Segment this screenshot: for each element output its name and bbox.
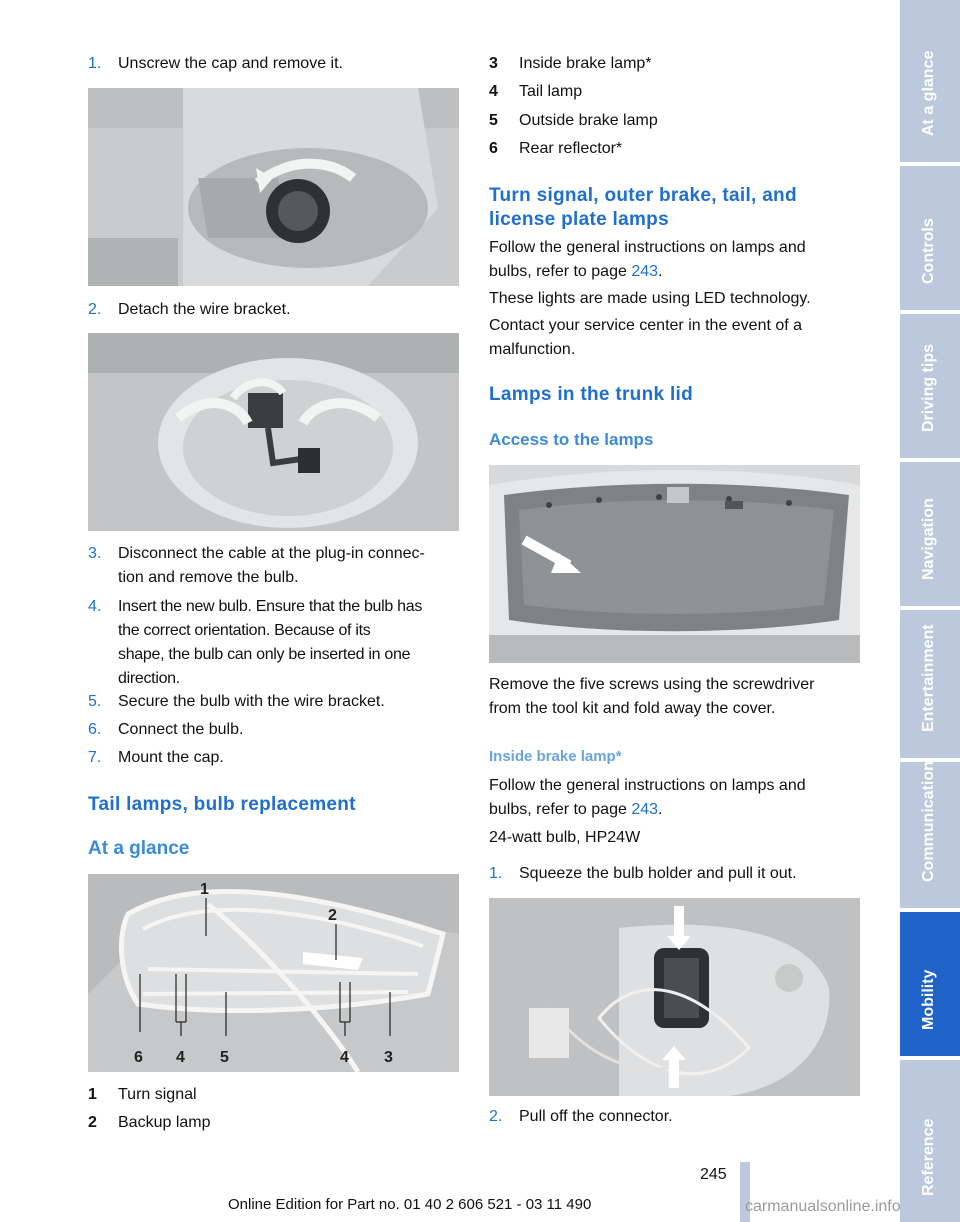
step-text [118, 542, 468, 590]
figure-label-5: 5 [220, 1049, 229, 1066]
figure-label-1: 1 [200, 881, 209, 898]
heading-at-a-glance: At a glance [88, 838, 190, 859]
step-text-line: tion and remove the bulb. [118, 569, 299, 586]
watermark: carmanualsonline.info [745, 1198, 901, 1215]
tab-label: Communication [920, 761, 937, 882]
figure-label-2: 2 [328, 907, 337, 924]
legend-number: 6 [489, 140, 498, 157]
text-line: Follow the general instructions on lamps and [489, 777, 806, 794]
sidebar-tab-driving-tips[interactable] [900, 314, 960, 458]
legend-text: Rear reflector* [519, 140, 623, 157]
legend-number: 4 [489, 83, 498, 100]
step-text-line: direction. [118, 670, 180, 687]
step-number: 4. [88, 598, 102, 615]
paragraph-general-instructions [489, 236, 869, 284]
figure-label-3: 3 [384, 1049, 393, 1066]
figure-bulb-holder [489, 898, 860, 1096]
tab-label: Navigation [920, 498, 937, 580]
step-text: Secure the bulb with the wire bracket. [118, 693, 385, 710]
tab-label: Mobility [920, 969, 937, 1030]
sidebar-tab-mobility[interactable] [900, 912, 960, 1056]
sidebar-tab-at-a-glance[interactable] [900, 0, 960, 162]
tab-label: Controls [920, 218, 937, 284]
figure-label-6: 6 [134, 1049, 143, 1066]
step-text: Pull off the connector. [519, 1108, 673, 1125]
step-text: Unscrew the cap and remove it. [118, 55, 343, 72]
legend-text: Outside brake lamp [519, 112, 658, 129]
text-line: Contact your service center in the event of a [489, 317, 803, 334]
tab-label: At a glance [920, 50, 937, 136]
step-text-line: Insert the new bulb. Ensure that the bulb has [118, 598, 423, 615]
heading-access-lamps: Access to the lamps [489, 430, 654, 449]
tab-label: Driving tips [920, 343, 937, 432]
tab-label: Reference [920, 1118, 937, 1196]
figure-label-4: 4 [340, 1049, 349, 1066]
paragraph-bulb-type: 24-watt bulb, HP24W [489, 829, 641, 846]
tab-label: Entertainment [920, 624, 937, 732]
text-line: from the tool kit and fold away the cover. [489, 700, 776, 717]
paragraph-remove-screws [489, 673, 869, 721]
sidebar-tab-navigation[interactable] [900, 462, 960, 606]
figure-tail-lamp-overview [88, 874, 459, 1072]
heading-tail-lamps: Tail lamps, bulb replacement [88, 794, 356, 815]
text-line: malfunction. [489, 341, 576, 358]
figure-trunk-lid-cover [489, 465, 860, 663]
heading-trunk-lid-lamps: Lamps in the trunk lid [489, 384, 694, 405]
figure-unscrew-cap [88, 88, 459, 286]
step-number: 1. [489, 865, 503, 882]
step-text: Detach the wire bracket. [118, 301, 291, 318]
step-number: 2. [88, 301, 102, 318]
legend-text: Tail lamp [519, 83, 583, 100]
step-number: 3. [88, 545, 102, 562]
heading-line: license plate lamps [489, 209, 669, 230]
legend-text: Inside brake lamp* [519, 55, 652, 72]
step-number: 2. [489, 1108, 503, 1125]
punctuation: . [658, 801, 663, 818]
figure-wire-bracket [88, 333, 459, 531]
edition-footer: Online Edition for Part no. 01 40 2 606 521 - 03 11 490 [228, 1196, 592, 1213]
legend-number: 1 [88, 1086, 97, 1103]
legend-number: 5 [489, 112, 498, 129]
step-4-insert-bulb [88, 595, 468, 691]
sidebar-tab-reference[interactable] [900, 1060, 960, 1222]
paragraph-general-instructions [489, 774, 869, 822]
text-line: Remove the five screws using the screwdriver [489, 676, 815, 693]
legend-text: Turn signal [118, 1086, 197, 1103]
sidebar-tab-communication[interactable] [900, 762, 960, 908]
legend-number: 3 [489, 55, 498, 72]
legend-number: 2 [88, 1114, 97, 1131]
step-text: Squeeze the bulb holder and pull it out. [519, 865, 797, 882]
step-text-line: shape, the bulb can only be inserted in one [118, 646, 411, 663]
step-number: 6. [88, 721, 102, 738]
legend-text: Backup lamp [118, 1114, 211, 1131]
text-line: Follow the general instructions on lamps and [489, 239, 806, 256]
paragraph-service-center [489, 314, 869, 362]
paragraph-led: These lights are made using LED technology. [489, 290, 811, 307]
step-3-disconnect-cable [88, 542, 468, 590]
sidebar-tab-entertainment[interactable] [900, 610, 960, 758]
page-reference-link[interactable]: 243 [631, 263, 659, 280]
step-text-line: the correct orientation. Because of its [118, 622, 371, 639]
heading-inside-brake-lamp: Inside brake lamp* [489, 748, 622, 765]
punctuation: . [658, 263, 663, 280]
text-line: bulbs, refer to page [489, 801, 632, 818]
heading-line: Turn signal, outer brake, tail, and [489, 185, 797, 206]
step-text: Mount the cap. [118, 749, 224, 766]
page-number: 245 [700, 1166, 727, 1183]
step-text-line: Disconnect the cable at the plug-in connec- [118, 545, 425, 562]
sidebar-tab-controls[interactable] [900, 166, 960, 310]
step-text [118, 595, 468, 691]
step-text: Connect the bulb. [118, 721, 244, 738]
text-line: bulbs, refer to page [489, 263, 632, 280]
step-number: 1. [88, 55, 102, 72]
step-number: 7. [88, 749, 102, 766]
figure-label-4: 4 [176, 1049, 185, 1066]
heading-turn-signal-lamps [489, 184, 869, 232]
page-reference-link[interactable]: 243 [631, 801, 659, 818]
step-number: 5. [88, 693, 102, 710]
